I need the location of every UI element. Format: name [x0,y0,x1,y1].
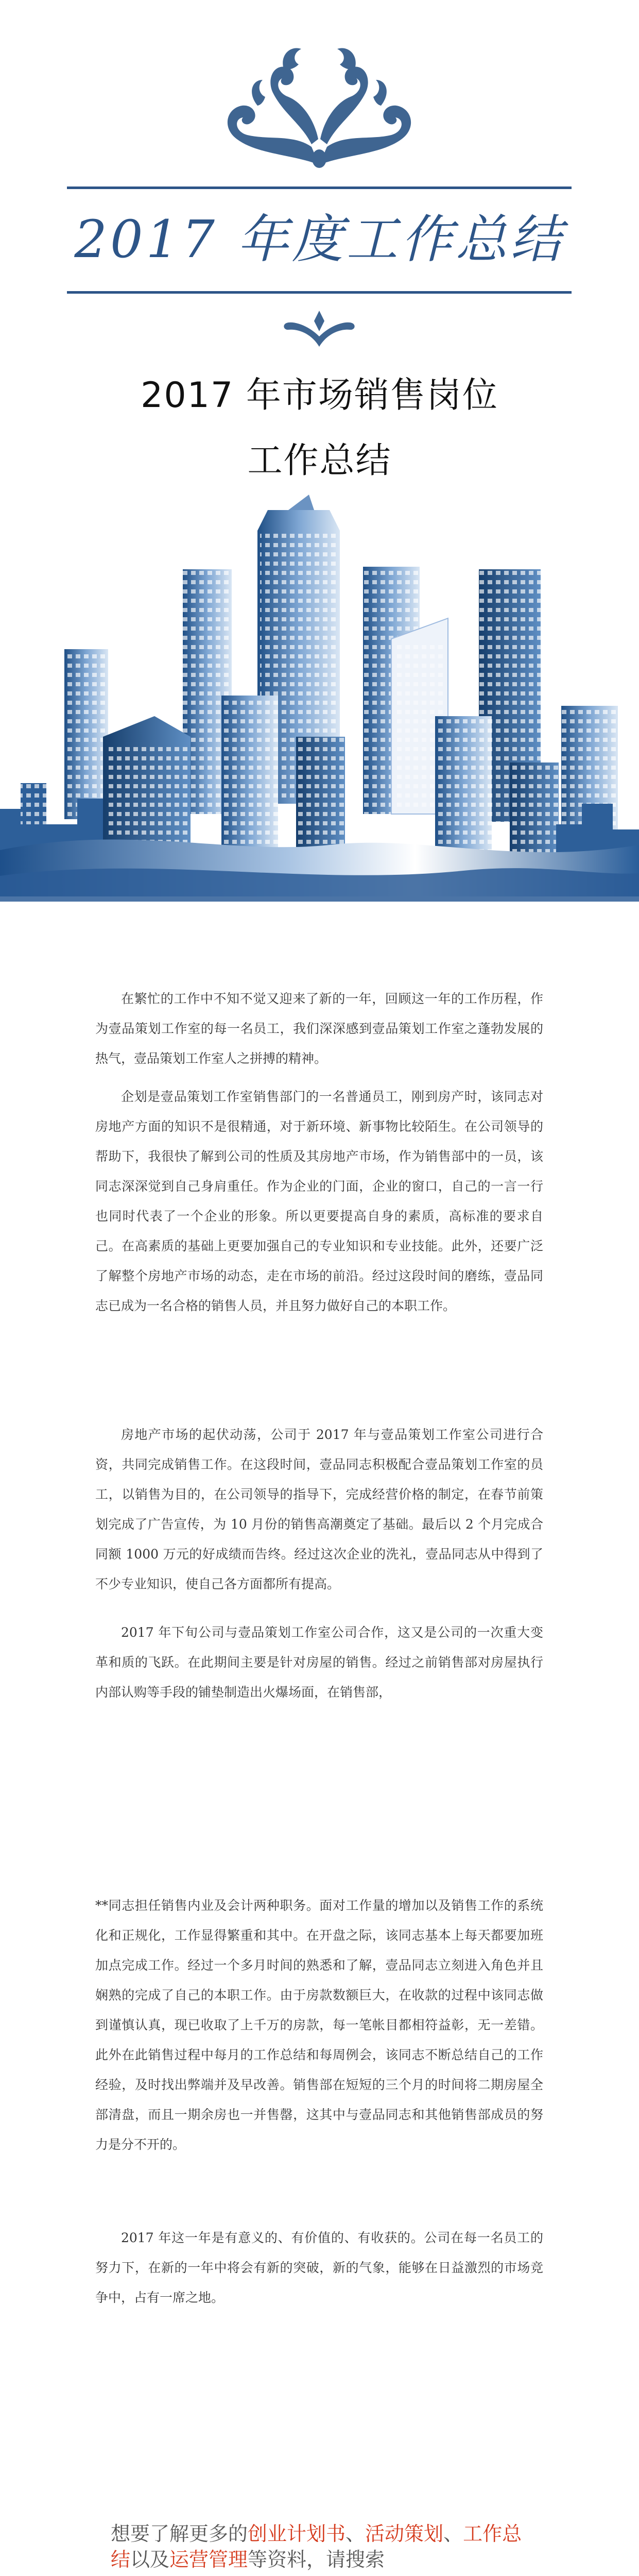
promo-link-business-plan[interactable]: 创业计划书 [248,2522,346,2545]
body-paragraph: 房地产市场的起伏动荡，公司于 2017 年与壹品策划工作室公司进行合资，共同完成销售工作。在这段时间，壹品同志积极配合壹品策划工作室的员工，以销售为目的，在公司领导的指导下，完成经营价格的制定，在春节前策划完成了广告宣传，为 10 月份的销售高潮奠定了基础。最后以 2 个月完成合同额 1000 万元的好成绩而告终。经过这次企业的洗礼，壹品同志从中得到了不少专业知识，使自己各方面都所有提高。 [95,1427,543,1591]
promo-link-operations[interactable]: 运营管理 [169,2548,248,2571]
document-heading: 2017 年度工作总结 [74,209,565,269]
main-title-line-1: 2017 年市场销售岗位 [141,375,498,416]
body-paragraph: 在繁忙的工作中不知不觉又迎来了新的一年，回顾这一年的工作历程，作为壹品策划工作室的每一名员工，我们深深感到壹品策划工作室之蓬勃发展的热气，壹品策划工作室人之拼搏的精神。 [95,991,543,1066]
promo-separator: 、 [346,2522,366,2545]
city-skyline-illustration [0,495,639,907]
promo-text [111,2521,533,2572]
body-paragraph: 企划是壹品策划工作室销售部门的一名普通员工，刚到房产时，该同志对房地产方面的知识不是很精通，对于新环境、新事物比较陌生。在公司领导的帮助下，我很快了解到公司的性质及其房地产市场，作为销售部中的一员，该同志深深觉到自己身肩重任。作为企业的门面，企业的窗口，自己的一言一行也同时代表了一个企业的形象。所以更要提高自身的素质，高标准的要求自己。在高素质的基础上更要加强自己的专业知识和专业技能。此外，还要广泛了解整个房地产市场的动态，走在市场的前沿。经过这段时间的磨练，壹品同志已成为一名合格的销售人员，并且努力做好自己的本职工作。 [95,1089,543,1313]
divider-top [67,187,572,189]
promo-part: 等资料，请搜索 [248,2548,385,2571]
main-title-line-2: 工作总结 [247,440,392,481]
body-paragraph: 2017 年下旬公司与壹品策划工作室公司合作，这又是公司的一次重大变革和质的飞跃。在此期间主要是针对房屋的销售。经过之前销售部对房屋执行内部认购等手段的铺垫制造出火爆场面，在销售部， [95,1625,543,1700]
promo-part: 以及 [130,2548,170,2571]
promo-link-work-summary[interactable]: 工作总结 [111,2522,522,2571]
floral-ornament-top [191,36,448,170]
promo-link-event-planning[interactable]: 活动策划 [365,2522,444,2545]
promo-part: 想要了解更多的 [111,2522,248,2545]
promo-separator: 、 [443,2522,463,2545]
body-paragraph: **同志担任销售内业及会计两种职务。面对工作量的增加以及销售工作的系统化和正规化，工作显得繁重和其中。在开盘之际，该同志基本上每天都要加班加点完成工作。经过一个多月时间的熟悉和了解，壹品同志立刻进入角色并且娴熟的完成了自己的本职工作。由于房款数额巨大，在收款的过程中该同志做到谨慎认真，现已收取了上千万的房款，每一笔帐目都相符益彰，无一差错。此外在此销售过程中每月的工作总结和每周例会，该同志不断总结自己的工作经验，及时找出弊端并及早改善。销售部在短短的三个月的时间将二期房屋全部清盘，而且一期余房也一并售罄，这其中与壹品同志和其他销售部成员的努力是分不开的。 [95,1898,543,2152]
divider-bottom [67,291,572,294]
body-paragraph: 2017 年这一年是有意义的、有价值的、有收获的。公司在每一名员工的努力下，在新的一年中将会有新的突破，新的气象，能够在日益激烈的市场竞争中，占有一席之地。 [95,2230,543,2305]
small-ornament [281,308,358,349]
